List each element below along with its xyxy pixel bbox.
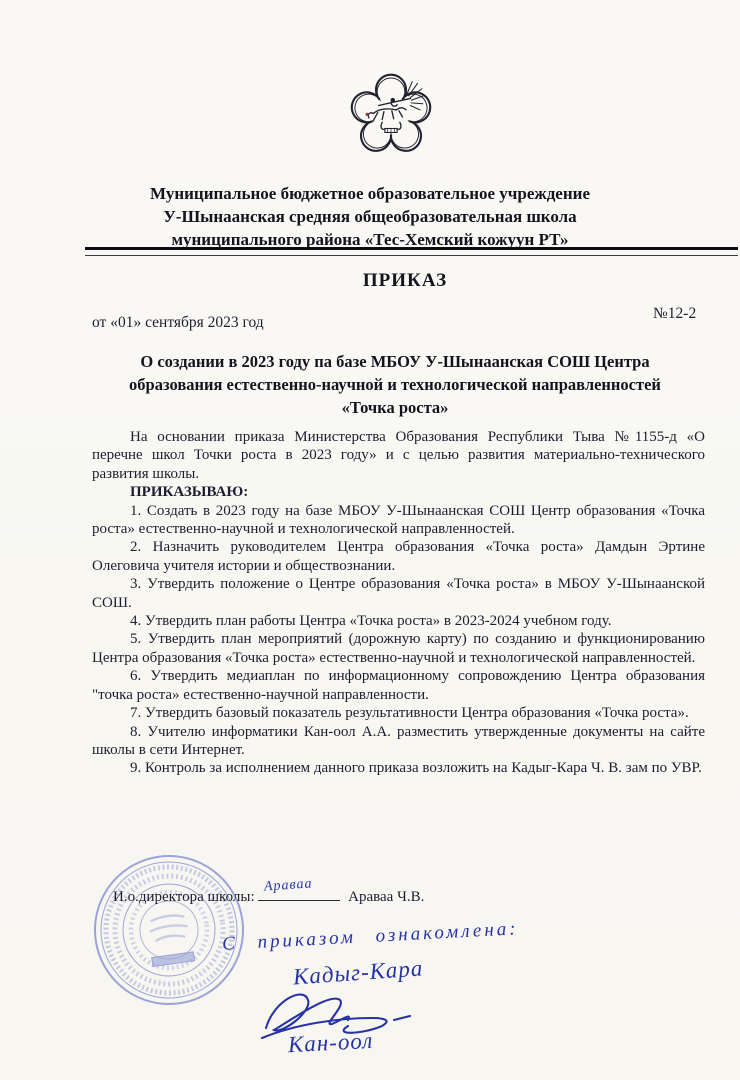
order-item: 6. Утвердить медиаплан по информационному сопровождению Центра образования "точка роста» естественно-научной направленности. [92, 668, 705, 703]
signature-label: И.о.директора школы: [113, 889, 255, 905]
doc-subject-line: О создании в 2023 году па базе МБОУ У-Шынаанская СОШ Центра [140, 352, 650, 371]
order-item: 4. Утвердить план работы Центра «Точка роста» в 2023-2024 учебном году. [130, 613, 612, 630]
order-item: 5. Утвердить план мероприятий (дорожную карту) по созданию и функционированию Центра образования «Точка роста» естественно-научной и технологической направленностей. [92, 631, 705, 666]
acknowledgement-name-2: Кан-оол [287, 1027, 374, 1058]
order-body [92, 428, 705, 778]
doc-date: от «01» сентября 2023 год [92, 314, 264, 331]
org-header-line: У-Шынаанская средняя общеобразовательная школа [163, 207, 577, 226]
org-header [45, 182, 695, 251]
school-emblem-icon [338, 58, 444, 176]
round-stamp-icon [73, 834, 265, 1026]
base-ornament [381, 122, 401, 132]
header-divider [85, 247, 738, 256]
signature-row [113, 876, 425, 906]
order-item: 7. Утвердить базовый показатель результативности Центра образования «Точка роста». [130, 705, 689, 722]
acknowledgement-line: С приказом ознакомлена: [221, 918, 520, 955]
org-header-line: Муниципальное бюджетное образовательное учреждение [150, 184, 590, 203]
order-items [92, 502, 705, 778]
doc-number: №12-2 [653, 305, 697, 322]
decree-word: ПРИКАЗЫВАЮ: [130, 484, 249, 501]
signature-line [258, 876, 340, 901]
red-dot [366, 113, 369, 116]
order-item: 9. Контроль за исполнением данного приказа возложить на Кадыг-Кара Ч. В. зам по УВР. [130, 760, 702, 777]
acknowledgement-name-1: Кадыг-Кара [292, 955, 425, 990]
doc-subject-line: образования естественно-научной и технологической направленностей [129, 375, 661, 394]
order-item: 3. Утвердить положение о Центре образования «Точка роста» в МБОУ У-Шынаанской СОШ. [92, 576, 705, 611]
org-header-line: муниципального района «Тес-Хемский кожуун РТ» [171, 230, 569, 249]
doc-subject-line: «Точка роста» [341, 398, 449, 417]
signer-name: Араваа Ч.В. [348, 889, 425, 905]
doc-subject [60, 350, 730, 419]
order-item: 2. Назначить руководителем Центра образования «Точка роста» Дамдын Эртине Олеговича учителя истории и обществознании. [92, 539, 705, 574]
order-item: 8. Учителю информатики Кан-оол А.А. разместить утвержденные документы на сайте школы в сети Интернет. [92, 723, 705, 758]
order-item: 1. Создать в 2023 году на базе МБОУ У-Шынаанская СОШ Центр образования «Точка роста» естественно-научной и технологической направленностей. [92, 502, 705, 538]
doc-title: ПРИКАЗ [362, 270, 448, 291]
handwritten-signature: Араваа [263, 876, 314, 895]
preamble: На основании приказа Министерства Образования Республики Тыва №1155-д «О перечне школ Точки роста в 2023 году» и с целью развития материально-технического развития школы. [92, 429, 705, 482]
